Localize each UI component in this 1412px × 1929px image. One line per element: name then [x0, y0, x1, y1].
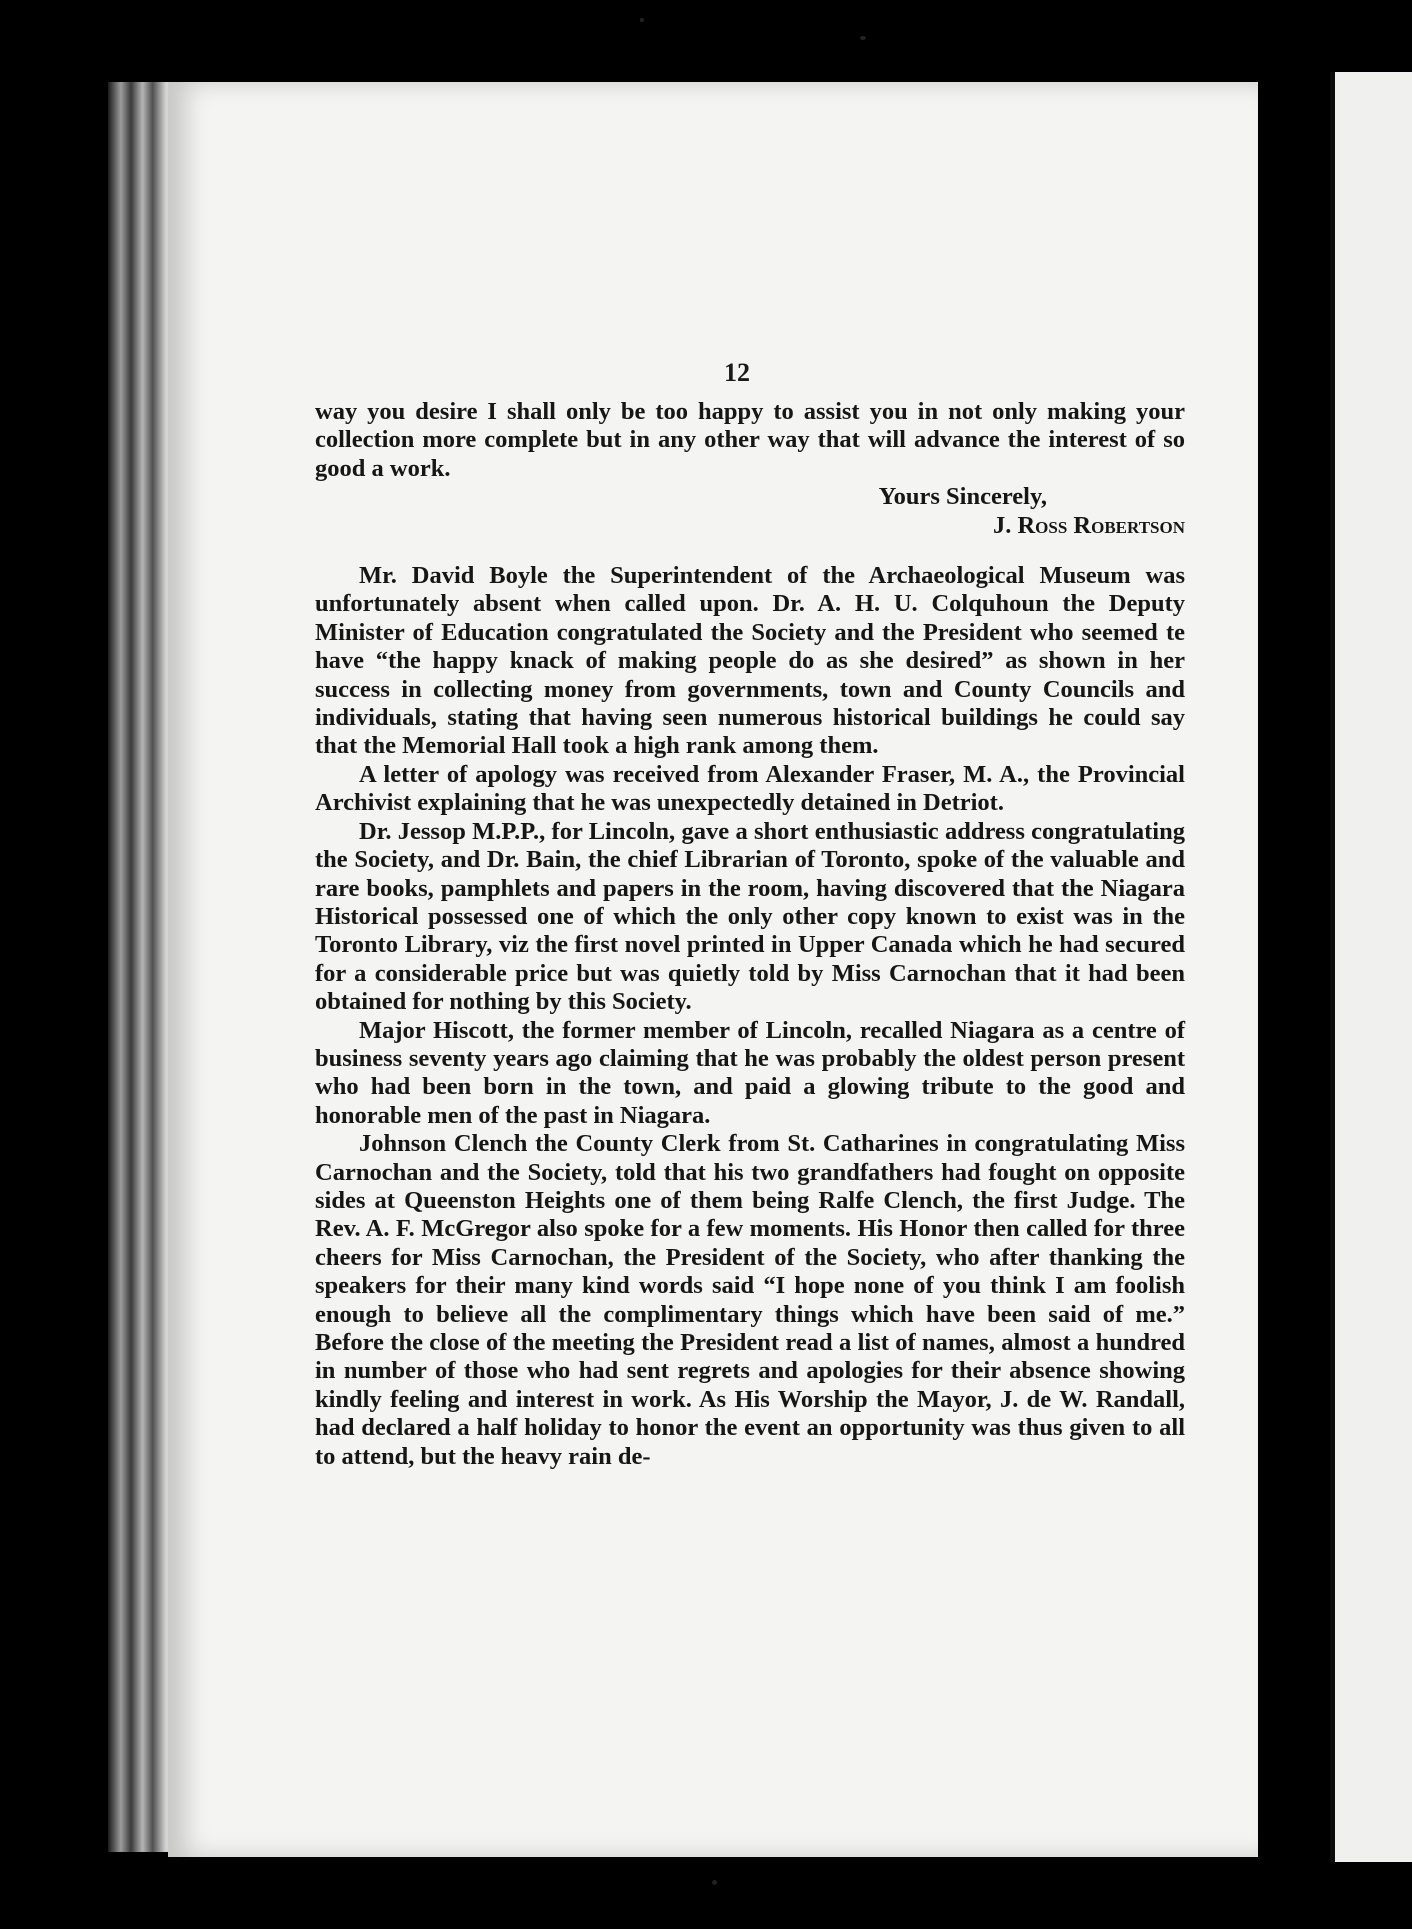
- signature-initials: J.: [992, 511, 1012, 539]
- paragraph-fraser: A letter of apology was received from Alexander Fraser, M. A., the Provincial Archivist explaining that he was unexpectedly detained in Detriot.: [315, 760, 1185, 817]
- page-body: [315, 398, 1185, 1471]
- paragraph-jessop: Dr. Jessop M.P.P., for Lincoln, gave a short enthusiastic address congratulating the Society, and Dr. Bain, the chief Librarian of Toronto, spoke of the valuable and rare books, pamphlets and papers in the room, having discovered that the Niagara Historical possessed one of which the only other copy known to exist was in the Toronto Library, viz the first novel printed in Upper Canada which he had secured for a considerable price but was quietly told by Miss Carnochan that it had been obtained for nothing by this Society.: [315, 817, 1185, 1016]
- page-number: 12: [724, 358, 750, 387]
- paragraph-boyle: Mr. David Boyle the Superintendent of the Archaeological Museum was unfortunately absent when called upon. Dr. A. H. U. Colquhoun the Deputy Minister of Education congratulated the Society and the President who seemed te have “the happy knack of making people do as she desired” as shown in her success in collecting money from governments, town and County Councils and individuals, stating that having seen numerous historical buildings he could say that the Memorial Hall took a high rank among them.: [315, 562, 1185, 760]
- letter-closing: [315, 483, 1185, 540]
- scan-speck: [640, 18, 644, 22]
- scan-speck: [712, 1880, 717, 1885]
- closing-salutation: Yours Sincerely,: [878, 483, 1047, 511]
- letter-continuation: way you desire I shall only be too happy to assist you in not only making your collection more complete but in any other way that will advance the interest of so good a work.: [315, 398, 1185, 482]
- facing-page-edge: [1330, 72, 1412, 1862]
- signature: [315, 512, 1185, 540]
- paragraph-clench: Johnson Clench the County Clerk from St. Catharines in congratulating Miss Carnochan and the Society, told that his two grandfathers had fought on opposite sides at Queenston Heights one of them being Ralfe Clench, the first Judge. The Rev. A. F. McGregor also spoke for a few moments. His Honor then called for three cheers for Miss Carnochan, the President of the Society, who after thanking the speakers for their many kind words said “I hope none of you think I am foolish enough to believe all the complimentary things which have been said of me.” Before the close of the meeting the President read a list of names, almost a hundred in number of those who had sent regrets and apologies for their absence showing kindly feeling and interest in work. As His Worship the Mayor, J. de W. Randall, had declared a half holiday to honor the event an opportunity was thus given to all to attend, but the heavy rain de-: [315, 1130, 1185, 1470]
- paragraph-hiscott: Major Hiscott, the former member of Lincoln, recalled Niagara as a centre of business seventy years ago claiming that he was probably the oldest person present who had been born in the town, and paid a glowing tribute to the good and honorable men of the past in Niagara.: [315, 1016, 1185, 1129]
- scan-speck: [860, 36, 866, 40]
- signature-name: Ross Robertson: [1017, 511, 1185, 539]
